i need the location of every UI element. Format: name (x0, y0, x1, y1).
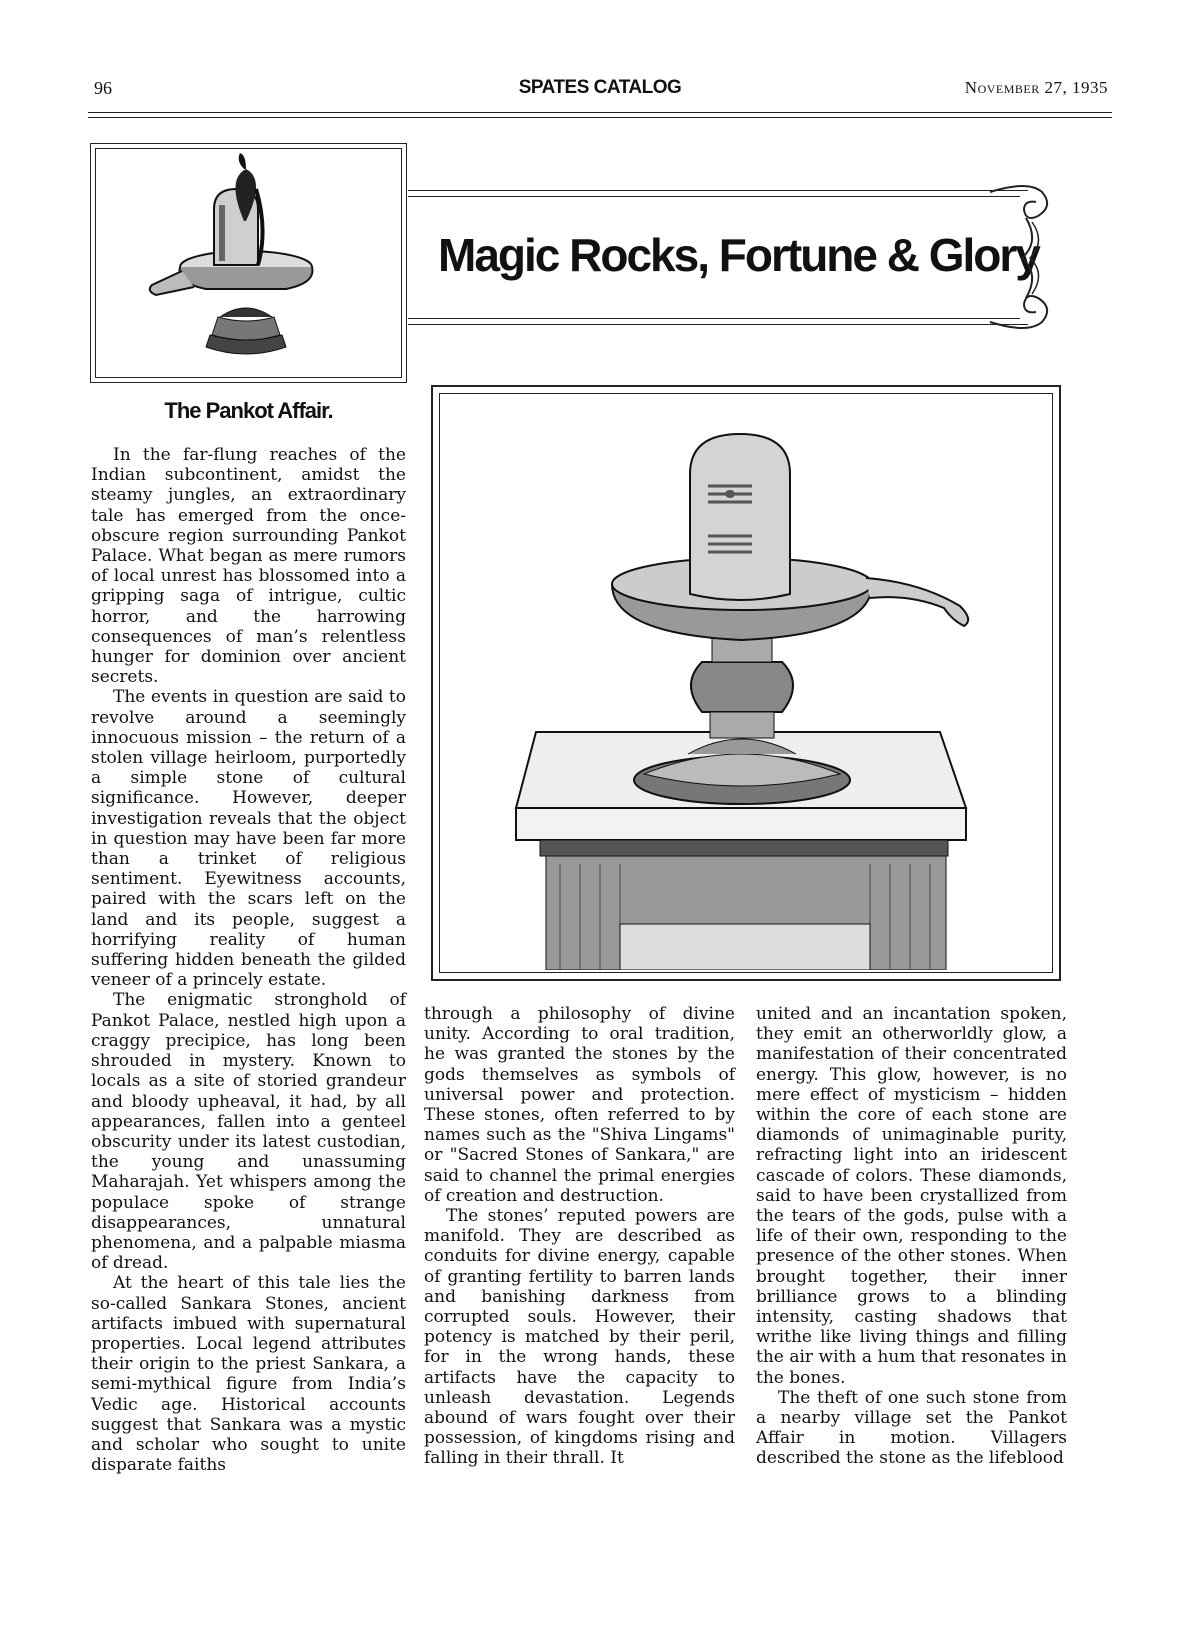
shiva-lingam-illustration (440, 394, 1050, 970)
section-subhead: The Pankot Affair. (164, 398, 333, 423)
title-banner (408, 190, 1048, 325)
header-rule-bottom (88, 117, 1112, 118)
lingam-vignette-illustration (96, 149, 401, 377)
scroll-ornament (988, 182, 1058, 332)
page-number: 96 (94, 78, 112, 98)
header-rule-top (88, 112, 1112, 113)
text-column-left (91, 445, 406, 1475)
text-column-right (756, 1004, 1067, 1469)
paragraph: At the heart of this tale lies the so-called Sankara Stones, ancient artifacts imbued with supernatural properties. Local legend attributes their origin to the priest Sankara, a semi-mythical figure from India’s Vedic age. Historical accounts suggest that Sankara was a mystic and scholar who sought to unite disparate faiths (91, 1273, 406, 1476)
publication-name: SPATES CATALOG (518, 77, 682, 98)
issue-date: November 27, 1935 (964, 78, 1108, 97)
paragraph: The theft of one such stone from a nearby village set the Pankot Affair in motion. Villagers described the stone as the lifeblood (756, 1387, 1067, 1469)
paragraph: In the far-flung reaches of the Indian subcontinent, amidst the steamy jungles, an extraordinary tale has emerged from the once-obscure region surrounding Pankot Palace. What began as mere rumors of local unrest has blossomed into a gripping saga of intrigue, cultic horror, and the harrowing consequences of man’s relentless hunger for dominion over ancient secrets. (91, 445, 406, 688)
illustration-frame (431, 385, 1061, 981)
article-title: Magic Rocks, Fortune & Glory (438, 229, 1039, 281)
paragraph: The stones’ reputed powers are manifold. They are described as conduits for divine energy, capable of granting fertility to barren lands and banishing darkness from corrupted souls. However, their potency is matched by their peril, for in the wrong hands, these artifacts have the capacity to unleash devastation. Legends abound of wars fought over their possession, of kingdoms rising and falling in their thrall. It (424, 1206, 735, 1469)
text-column-middle (424, 1004, 735, 1469)
paragraph: The events in question are said to revolve around a seemingly innocuous mission – the return of a stolen village heirloom, purportedly a simple stone of cultural significance. However, deeper investigation reveals that the object in question may have been far more than a trinket of religious sentiment. Eyewitness accounts, paired with the scars left on the land and its people, suggest a horrifying reality of human suffering hidden beneath the gilded veneer of a princely estate. (91, 687, 406, 991)
paragraph-continued: united and an incantation spoken, they emit an otherworldly glow, a manifestation of their concentrated energy. This glow, however, is no mere effect of mysticism – hidden within the core of each stone are diamonds of unimaginable purity, refracting light into an iridescent cascade of colors. These diamonds, said to have been crystallized from the tears of the gods, pulse with a life of their own, responding to the presence of the other stones. When brought together, their inner brilliance grows to a blinding intensity, casting shadows that writhe like living things and filling the air with a hum that resonates in the bones. (756, 1004, 1067, 1388)
paragraph-continued: through a philosophy of divine unity. According to oral tradition, he was granted the stones by the gods themselves as symbols of universal power and protection. These stones, often referred to by names such as the "Shiva Lingams" or "Sacred Stones of Sankara," are said to channel the primal energies of creation and destruction. (424, 1004, 735, 1206)
paragraph: The enigmatic stronghold of Pankot Palace, nestled high upon a craggy precipice, has long been shrouded in mystery. Known to locals as a site of storied grandeur and bloody upheaval, it had, by all appearances, fallen into a genteel obscurity under its latest custodian, the young and unassuming Maharajah. Yet whispers among the populace spoke of strange disappearances, unnatural phenomena, and a palpable miasma of dread. (91, 990, 406, 1274)
vignette-frame (90, 143, 407, 383)
